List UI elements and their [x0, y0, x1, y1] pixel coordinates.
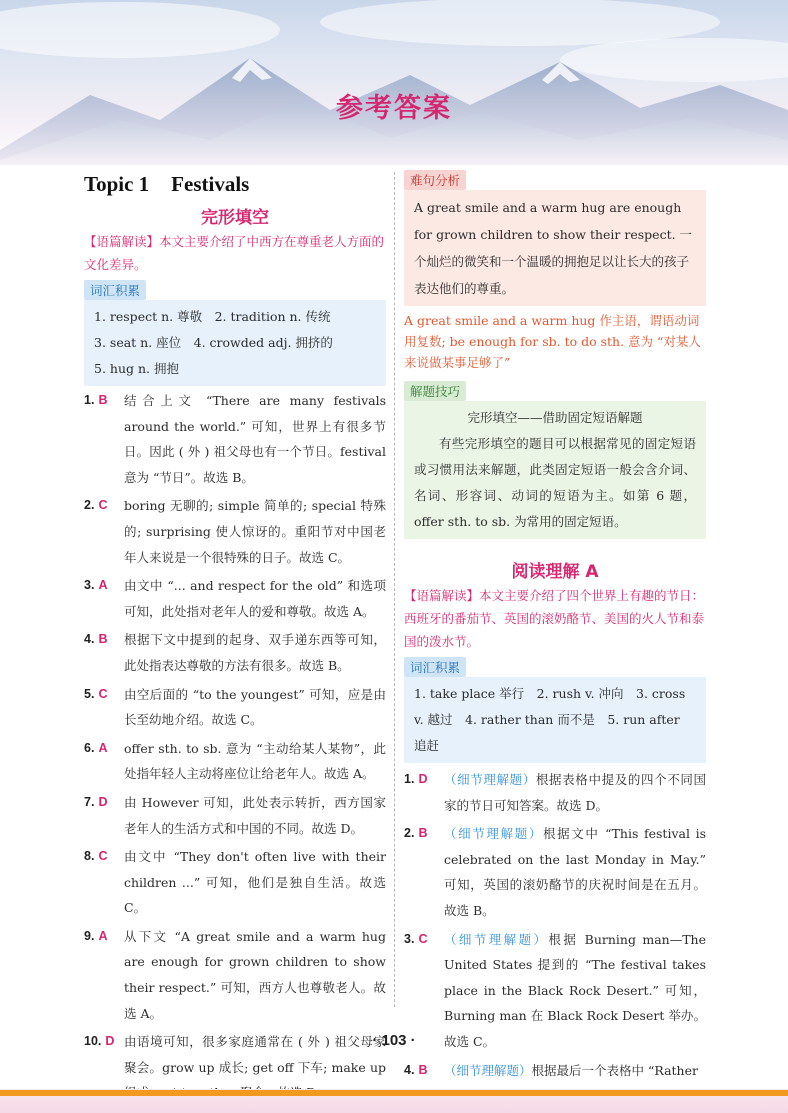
answer-item: 4. B （细节理解题）根据最后一个表格中 “Rather — [404, 1062, 698, 1078]
vocab-line: 1. take place 举行 2. rush v. 冲向 3. cross v. 越过 4. rather than 而不是 5. run after 追赶 — [414, 686, 686, 753]
footer-stripe — [0, 1090, 788, 1096]
answer-item: 5. C 由空后面的 “to the youngest” 可知，应是由长至幼地介绍。故选 C。 — [84, 686, 386, 728]
vocab-line: 5. hug n. 拥抱 — [94, 361, 179, 376]
page-title: 参考答案 — [336, 93, 452, 124]
vocab-line: 1. respect n. 尊敬 2. tradition n. 传统 — [94, 309, 331, 324]
mountain-illustration — [0, 0, 788, 165]
vocab-tag-wrap — [404, 657, 706, 677]
answer-item: 10. D 由语境可知，很多家庭通常在 ( 外 ) 祖父母家聚会。grow up 成长; get off 下车; make up — [84, 1034, 386, 1075]
vocab-tag: 词汇积累 — [84, 280, 146, 300]
answer-item: 3. C （细节理解题）根据 Burning man—The United States 提到的 “The festival takes place in the Black Rock Desert.” 可知，Burning man 在 Black Rock Desert 举办。故选 C。 — [404, 931, 706, 1049]
hard-sentence-note: A great smile and a warm hug 作主语，谓语动词用复数; be enough for sb. to do sth. 意为 “对某人来说做某事足够了” — [404, 313, 701, 370]
vocab-tag: 词汇积累 — [404, 657, 466, 677]
topic-title — [84, 172, 386, 197]
vocab-box — [84, 300, 386, 386]
hard-sentence-box — [404, 190, 706, 306]
column-divider — [394, 172, 395, 1007]
answer-item: 2. B （细节理解题）根据文中 “This festival is celebrated on the last Monday in May.” 可知，英国的滚奶酪节的庆祝时间是在五月。故选 B。 — [404, 826, 706, 918]
answer-item: 8. C 由文中 “They don't often live with their children ...” 可知，他们是独自生活。故选 C。 — [84, 849, 386, 916]
skill-tag-wrap — [404, 381, 706, 401]
skill-box — [404, 401, 706, 539]
topic-label: Topic 1 — [84, 172, 150, 196]
answer-item: 1. B 结合上文 “There are many festivals around the world.” 可知，世界上有很多节日。因此 ( 外 ) 祖父母也有一个节日。festival 意为 “节日”。故选 B。 — [84, 393, 386, 485]
answer-list — [84, 388, 386, 1106]
vocab-line: 3. seat n. 座位 4. crowded adj. 拥挤的 — [94, 335, 333, 350]
section-title-reading-a: 阅读理解 A — [511, 562, 599, 582]
passage-summary: 【语篇解读】本文主要介绍了中西方在尊重老人方面的文化差异。 — [84, 234, 385, 272]
hard-sentence-tag-wrap — [404, 170, 706, 190]
skill-heading: 完形填空——借助固定短语解题 — [467, 410, 643, 425]
answer-item: 1. D （细节理解题）根据表格中提及的四个不同国家的节日可知答案。故选 D。 — [404, 772, 706, 813]
header-banner — [0, 0, 788, 165]
hard-sentence-tag: 难句分析 — [404, 170, 466, 190]
vocab-box — [404, 677, 706, 763]
hard-sentence: A great smile and a warm hug are enough for grown children to show their respect. 一个灿烂的微笑和一个温暖的拥抱足以让长大的孩子表达他们的尊重。 — [414, 200, 693, 296]
page-number: · 103 · — [372, 1032, 416, 1049]
section-title-cloze: 完形填空 — [201, 208, 269, 228]
left-column — [84, 170, 386, 1106]
topic-name: Festivals — [171, 172, 250, 196]
passage-summary: 【语篇解读】本文主要介绍了四个世界上有趣的节日：西班牙的番茄节、英国的滚奶酪节、美国的火人节和泰国的泼水节。 — [404, 588, 705, 649]
right-column — [404, 170, 706, 1083]
answer-item: 7. D 由 However 可知，此处表示转折，西方国家老年人的生活方式和中国的不同。故选 D。 — [84, 794, 386, 836]
answer-item: 3. A 由文中 “... and respect for the old” 和选项可知，此处指对老年人的爱和尊敬。故选 A。 — [84, 578, 386, 619]
answer-item: 4. B 根据下文中提到的起身、双手递东西等可知，此处指表达尊敬的方法有很多。故选 B。 — [84, 632, 386, 673]
answer-item: 6. A offer sth. to sb. 意为 “主动给某人某物”，此处指年轻人主动将座位让给老年人。故选 A。 — [84, 740, 386, 782]
skill-tag: 解题技巧 — [404, 381, 466, 401]
skill-text: 有些完形填空的题目可以根据常见的固定短语或习惯用法来解题，此类固定短语一般会含介词、名词、形容词、动词的短语为主。如第 6 题，offer sth. to sb. 为常用的固定短语。 — [414, 436, 696, 529]
vocab-tag-wrap — [84, 280, 386, 300]
answer-item: 2. C boring 无聊的; simple 简单的; special 特殊的; surprising 使人惊讶的。重阳节对中国老年人来说是一个很特殊的日子。故选 C。 — [84, 498, 386, 565]
answer-item: 9. A 从下文 “A great smile and a warm hug are enough for grown children to show their respect.” 可知，西方人也尊敬老人。故选 A。 — [84, 928, 386, 1021]
